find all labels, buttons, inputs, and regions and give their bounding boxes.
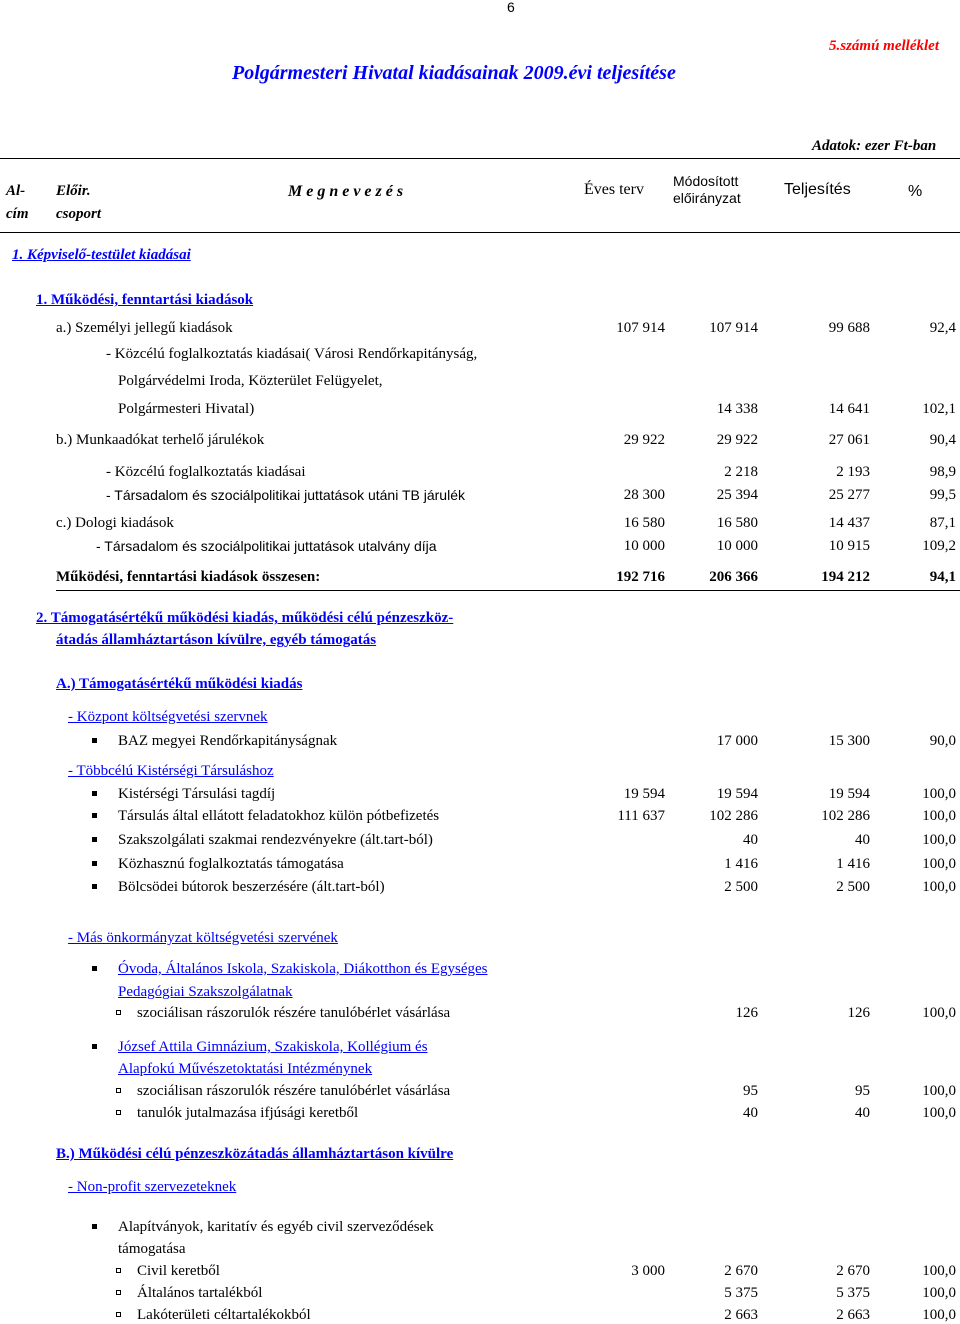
- row-j-jut-label: tanulók jutalmazása ifjúsági keretből: [137, 1105, 359, 1121]
- row-alt-mod: 5 375: [724, 1285, 758, 1301]
- row-bol-telj: 2 500: [836, 879, 870, 895]
- row-b-mod: 29 922: [716, 432, 758, 448]
- row-a1-line1: - Közcélú foglalkoztatás kiadásai( Városi Rendőrkapitányság,: [106, 346, 478, 362]
- row-b2-label: - Társadalom és szociálpolitikai juttatások utáni TB járulék: [106, 487, 465, 503]
- row-c-pct: 87,1: [929, 515, 956, 531]
- header-bottom-rule: [0, 232, 960, 233]
- bullet-square-icon: [92, 1224, 97, 1229]
- row-civ-label: Civil keretből: [137, 1263, 220, 1279]
- row-c1-telj: 10 915: [828, 538, 870, 554]
- bullet-square-icon: [92, 837, 97, 842]
- row-kt-pct: 100,0: [922, 786, 956, 802]
- row-kt-eves: 19 594: [623, 786, 665, 802]
- group-non-profit: - Non-profit szervezeteknek: [68, 1179, 237, 1195]
- row-koz-label: Közhasznú foglalkoztatás támogatása: [118, 856, 344, 872]
- units-label: Adatok: ezer Ft-ban: [812, 138, 937, 154]
- row-alt-telj: 5 375: [836, 1285, 870, 1301]
- header-percent: %: [908, 183, 923, 200]
- bullet-hollow-square-icon: [116, 1290, 121, 1295]
- header-eloir-1: Előir.: [56, 183, 91, 199]
- row-c1-label: - Társadalom és szociálpolitikai juttatások utalvány díja: [96, 538, 437, 554]
- row-alap-line1: Alapítványok, karitatív és egyéb civil szerveződések: [118, 1219, 434, 1235]
- row-baz-mod: 17 000: [716, 733, 758, 749]
- row-baz-pct: 90,0: [929, 733, 956, 749]
- row-a1-line2: Polgárvédelmi Iroda, Közterület Felügyelet,: [118, 373, 383, 389]
- row-c-eves: 16 580: [623, 515, 665, 531]
- header-teljesites: Teljesítés: [784, 181, 851, 198]
- row-c1-eves: 10 000: [623, 538, 665, 554]
- header-eloir-2: csoport: [56, 206, 101, 222]
- row-kt-telj: 19 594: [828, 786, 870, 802]
- section-2-title-line1: 2. Támogatásértékű működési kiadás, működési célú pénzeszköz-: [36, 610, 454, 626]
- row-bol-pct: 100,0: [922, 879, 956, 895]
- row-j-jut-pct: 100,0: [922, 1105, 956, 1121]
- row-baz-telj: 15 300: [828, 733, 870, 749]
- row-b-eves: 29 922: [623, 432, 665, 448]
- bullet-square-icon: [92, 966, 97, 971]
- row-jozsef-line1: József Attila Gimnázium, Szakiskola, Kollégium és: [118, 1039, 428, 1055]
- row-b2-telj: 25 277: [828, 487, 870, 503]
- row-j-szoc-pct: 100,0: [922, 1083, 956, 1099]
- bullet-hollow-square-icon: [116, 1312, 121, 1317]
- row-tar-pct: 100,0: [922, 808, 956, 824]
- row-lak-mod: 2 663: [724, 1307, 758, 1323]
- section-2-title-line2: átadás államháztartáson kívülre, egyéb támogatás: [56, 632, 377, 648]
- group-mas-onkormanyzat: - Más önkormányzat költségvetési szervének: [68, 930, 338, 946]
- row-szak-mod: 40: [743, 832, 758, 848]
- row-alap-line2: támogatása: [118, 1241, 186, 1257]
- header-eves-terv: Éves terv: [584, 181, 644, 198]
- row-b1-label: - Közcélú foglalkoztatás kiadásai: [106, 464, 306, 480]
- header-alcim-2: cím: [6, 206, 29, 222]
- header-megnevezes: M e g n e v e z é s: [288, 183, 404, 200]
- page-title: Polgármesteri Hivatal kiadásainak 2009.évi teljesítése: [232, 62, 676, 84]
- row-j-jut-telj: 40: [855, 1105, 870, 1121]
- row-b2-eves: 28 300: [623, 487, 665, 503]
- group-kozponti: - Központ költségvetési szervnek: [68, 709, 268, 725]
- row-bol-label: Bölcsödei bútorok beszerzésére (ált.tart-ból): [118, 879, 385, 895]
- row-kt-label: Kistérségi Társulási tagdíj: [118, 786, 276, 802]
- row-ov-szoc-label: szociálisan rászorulók részére tanulóbérlet vásárlása: [137, 1005, 451, 1021]
- row-c-mod: 16 580: [716, 515, 758, 531]
- row-c-telj: 14 437: [828, 515, 870, 531]
- row-lak-pct: 100,0: [922, 1307, 956, 1323]
- row-ov-szoc-pct: 100,0: [922, 1005, 956, 1021]
- row-koz-pct: 100,0: [922, 856, 956, 872]
- row-b1-telj: 2 193: [836, 464, 870, 480]
- row-b2-mod: 25 394: [716, 487, 758, 503]
- row-ov-szoc-telj: 126: [847, 1005, 870, 1021]
- row-ov-szoc-mod: 126: [735, 1005, 758, 1021]
- row-a-eves: 107 914: [616, 320, 665, 336]
- bullet-square-icon: [92, 884, 97, 889]
- row-koz-mod: 1 416: [724, 856, 758, 872]
- row-alt-label: Általános tartalékból: [137, 1285, 263, 1301]
- bullet-hollow-square-icon: [116, 1110, 121, 1115]
- row-b-pct: 90,4: [929, 432, 956, 448]
- header-alcim-1: Al-: [6, 183, 26, 199]
- row-a-label: a.) Személyi jellegű kiadások: [56, 320, 233, 336]
- total-pct: 94,1: [929, 569, 956, 585]
- row-c-label: c.) Dologi kiadások: [56, 515, 174, 531]
- header-modositott-1: Módosított: [673, 173, 739, 189]
- bullet-square-icon: [92, 791, 97, 796]
- section-1-title: 1. Képviselő-testület kiadásai: [12, 247, 191, 263]
- row-b1-mod: 2 218: [724, 464, 758, 480]
- total-eves: 192 716: [616, 569, 665, 585]
- row-civ-eves: 3 000: [631, 1263, 665, 1279]
- row-a-telj: 99 688: [828, 320, 870, 336]
- row-j-jut-mod: 40: [743, 1105, 758, 1121]
- row-a1-pct: 102,1: [922, 401, 956, 417]
- row-tar-telj: 102 286: [821, 808, 870, 824]
- row-bol-mod: 2 500: [724, 879, 758, 895]
- bullet-hollow-square-icon: [116, 1268, 121, 1273]
- row-a-mod: 107 914: [709, 320, 758, 336]
- row-a1-line3: Polgármesteri Hivatal): [118, 401, 255, 417]
- row-ovoda-line2: Pedagógiai Szakszolgálatnak: [118, 984, 293, 1000]
- row-szak-telj: 40: [855, 832, 870, 848]
- row-szak-label: Szakszolgálati szakmai rendezvényekre (ált.tart-ból): [118, 832, 433, 848]
- bullet-square-icon: [92, 861, 97, 866]
- bullet-hollow-square-icon: [116, 1010, 121, 1015]
- row-baz-label: BAZ megyei Rendőrkapitányságnak: [118, 733, 338, 749]
- row-a-pct: 92,4: [929, 320, 956, 336]
- section-1-subtitle: 1. Működési, fenntartási kiadások: [36, 292, 254, 308]
- attachment-label: 5.számú melléklet: [829, 38, 939, 54]
- header-top-rule: [0, 158, 960, 159]
- row-b1-pct: 98,9: [929, 464, 956, 480]
- bullet-square-icon: [92, 1044, 97, 1049]
- row-jozsef-line2: Alapfokú Művészetoktatási Intézménynek: [118, 1061, 373, 1077]
- row-a1-mod: 14 338: [716, 401, 758, 417]
- row-c1-pct: 109,2: [922, 538, 956, 554]
- row-civ-mod: 2 670: [724, 1263, 758, 1279]
- row-kt-mod: 19 594: [716, 786, 758, 802]
- row-a1-telj: 14 641: [828, 401, 870, 417]
- row-j-szoc-telj: 95: [855, 1083, 870, 1099]
- row-alt-pct: 100,0: [922, 1285, 956, 1301]
- row-koz-telj: 1 416: [836, 856, 870, 872]
- row-tar-eves: 111 637: [617, 808, 665, 824]
- bullet-square-icon: [92, 813, 97, 818]
- row-b2-pct: 99,5: [929, 487, 956, 503]
- row-tar-mod: 102 286: [709, 808, 758, 824]
- page-number: 6: [507, 0, 515, 15]
- row-szak-pct: 100,0: [922, 832, 956, 848]
- row-lak-telj: 2 663: [836, 1307, 870, 1323]
- row-c1-mod: 10 000: [716, 538, 758, 554]
- total-telj: 194 212: [821, 569, 870, 585]
- row-civ-telj: 2 670: [836, 1263, 870, 1279]
- row-tar-label: Társulás által ellátott feladatokhoz külön pótbefizetés: [118, 808, 440, 824]
- row-civ-pct: 100,0: [922, 1263, 956, 1279]
- row-b-telj: 27 061: [828, 432, 870, 448]
- group-tobbcelu: - Többcélú Kistérségi Társuláshoz: [68, 763, 274, 779]
- bullet-square-icon: [92, 738, 97, 743]
- row-j-szoc-mod: 95: [743, 1083, 758, 1099]
- row-b-label: b.) Munkaadókat terhelő járulékok: [56, 432, 265, 448]
- bullet-hollow-square-icon: [116, 1088, 121, 1093]
- row-j-szoc-label: szociálisan rászorulók részére tanulóbérlet vásárlása: [137, 1083, 451, 1099]
- header-modositott-2: előirányzat: [673, 190, 741, 206]
- total-rule: [56, 590, 960, 591]
- section-2a-title: A.) Támogatásértékű működési kiadás: [56, 676, 303, 692]
- total-label: Működési, fenntartási kiadások összesen:: [56, 569, 321, 585]
- row-lak-label: Lakóterületi céltartalékokból: [137, 1307, 311, 1323]
- section-2b-title: B.) Működési célú pénzeszközátadás államháztartáson kívülre: [56, 1146, 454, 1162]
- total-mod: 206 366: [709, 569, 758, 585]
- row-ovoda-line1: Óvoda, Általános Iskola, Szakiskola, Diákotthon és Egységes: [118, 961, 488, 977]
